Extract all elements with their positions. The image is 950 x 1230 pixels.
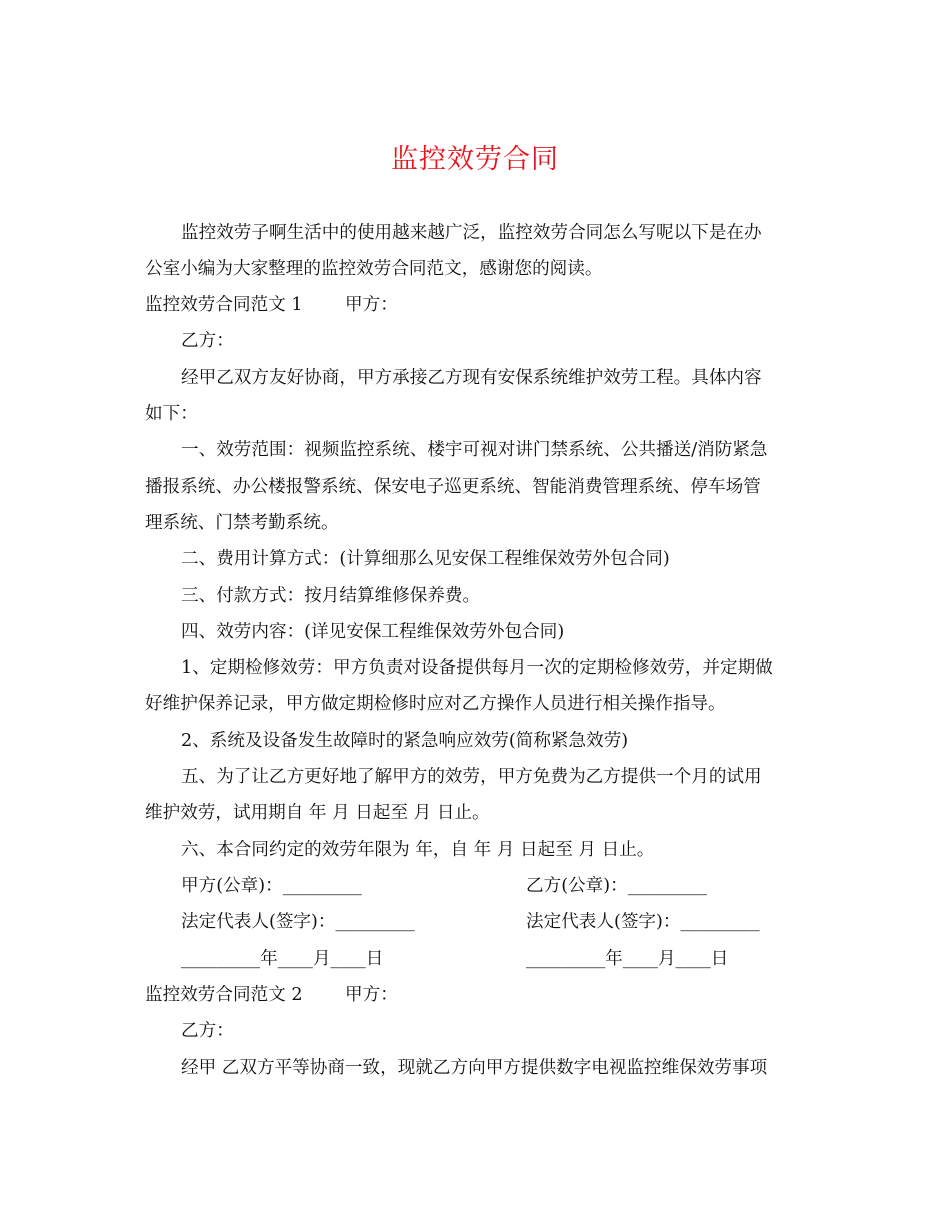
consult-line-1: 经甲乙双方友好协商，甲方承接乙方现有安保系统维护效劳工程。具体内容 xyxy=(181,368,762,388)
trial-line-1: 五、为了让乙方更好地了解甲方的效劳，甲方免费为乙方提供一个月的试用 xyxy=(181,767,762,787)
intro-line-2: 公室小编为大家整理的监控效劳合同范文，感谢您的阅读。 xyxy=(145,259,603,279)
term-line: 六、本合同约定的效劳年限为 年，自 年 月 日起至 月 日止。 xyxy=(181,840,655,860)
party-a-date: _________年____月____日 xyxy=(181,949,384,969)
sample2-heading: 监控效劳合同范文 2 xyxy=(145,985,303,1005)
party-a-representative: 法定代表人(签字)：_________ xyxy=(181,912,415,932)
item2-line: 2、系统及设备发生故障时的紧急响应效劳(简称紧急效劳) xyxy=(181,731,629,751)
document-title: 监控效劳合同 xyxy=(391,144,559,175)
item1-line-1: 1、定期检修效劳：甲方负责对设备提供每月一次的定期检修效劳，并定期做 xyxy=(181,658,773,678)
consult-line-2: 如下： xyxy=(145,404,198,424)
sample1-party-b: 乙方： xyxy=(181,331,234,351)
party-a-seal: 甲方(公章)：_________ xyxy=(181,876,362,896)
trial-line-2: 维护效劳，试用期自 年 月 日起至 月 日止。 xyxy=(145,803,490,823)
payment-line: 三、付款方式：按月结算维修保养费。 xyxy=(181,586,481,606)
party-b-seal: 乙方(公章)：_________ xyxy=(526,876,707,896)
party-b-representative: 法定代表人(签字)：_________ xyxy=(526,912,760,932)
fee-line: 二、费用计算方式：(计算细那么见安保工程维保效劳外包合同) xyxy=(181,549,670,569)
scope-line-1: 一、效劳范围：视频监控系统、楼宇可视对讲门禁系统、公共播送/消防紧急 xyxy=(181,440,768,460)
scope-line-2: 播报系统、办公楼报警系统、保安电子巡更系统、智能消费管理系统、停车场管 xyxy=(145,477,761,497)
sample1-heading: 监控效劳合同范文 1 xyxy=(145,295,303,315)
sample2-consult-line: 经甲 乙双方平等协商一致，现就乙方向甲方提供数字电视监控维保效劳事项 xyxy=(181,1058,768,1078)
party-b-date: _________年____月____日 xyxy=(526,949,729,969)
sample2-party-b: 乙方： xyxy=(181,1021,234,1041)
sample1-party-a: 甲方： xyxy=(345,295,398,315)
intro-line-1: 监控效劳子啊生活中的使用越来越广泛，监控效劳合同怎么写呢以下是在办 xyxy=(181,223,762,243)
scope-line-3: 理系统、门禁考勤系统。 xyxy=(145,513,339,533)
sample2-party-a: 甲方： xyxy=(345,985,398,1005)
content-line: 四、效劳内容：(详见安保工程维保效劳外包合同) xyxy=(181,622,565,642)
item1-line-2: 好维护保养记录，甲方做定期检修时应对乙方操作人员进行相关操作指导。 xyxy=(145,694,726,714)
